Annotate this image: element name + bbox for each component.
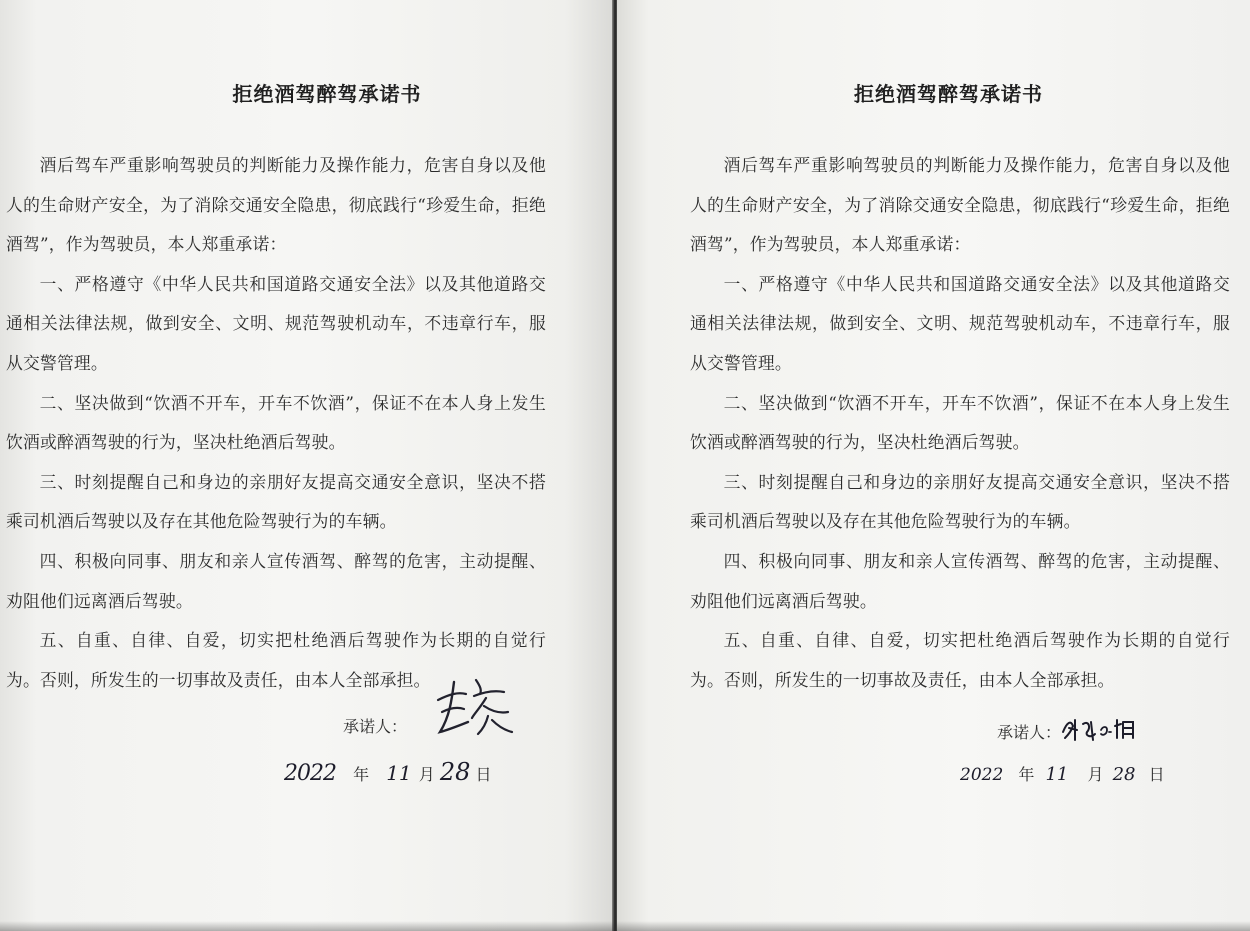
pledge-item-2: 二、坚决做到“饮酒不开车，开车不饮酒”，保证不在本人身上发生饮酒或醉酒驾驶的行为，坚决杜绝酒后驾驶。 — [6, 392, 546, 453]
pledge-item-3: 三、时刻提醒自己和身边的亲朋好友提高交通安全意识，坚决不搭乘司机酒后驾驶以及存在其他危险驾驶行为的车辆。 — [690, 471, 1230, 532]
pledge-item-3: 三、时刻提醒自己和身边的亲朋好友提高交通安全意识，坚决不搭乘司机酒后驾驶以及存在其他危险驾驶行为的车辆。 — [6, 471, 546, 532]
signature-row — [997, 720, 1061, 743]
photo-bottom-edge — [0, 921, 1250, 931]
pledge-item-5: 五、自重、自律、自爱，切实把杜绝酒后驾驶作为长期的自觉行为。否则，所发生的一切事故及责任，由本人全部承担。 — [6, 630, 546, 690]
pledge-item-5: 五、自重、自律、自爱，切实把杜绝酒后驾驶作为长期的自觉行为。否则，所发生的一切事故及责任，由本人全部承担。 — [690, 630, 1230, 690]
signature-label: 承诺人： — [997, 723, 1062, 742]
pledge-item-1: 一、严格遵守《中华人民共和国道路交通安全法》以及其他道路交通相关法律法规，做到安全、文明、规范驾驶机动车，不违章行车，服从交警管理。 — [6, 273, 546, 373]
date-row — [960, 762, 1165, 785]
date-day: 28 — [1112, 764, 1136, 785]
date-month-unit: 月 — [1087, 765, 1104, 784]
pledge-item-1: 一、严格遵守《中华人民共和国道路交通安全法》以及其他道路交通相关法律法规，做到安全、文明、规范驾驶机动车，不违章行车，服从交警管理。 — [690, 273, 1230, 373]
pledge-body — [690, 146, 1230, 700]
pledge-item-2: 二、坚决做到“饮酒不开车，开车不饮酒”，保证不在本人身上发生饮酒或醉酒驾驶的行为，坚决杜绝酒后驾驶。 — [690, 392, 1230, 453]
page-title: 拒绝酒驾醉驾承诺书 — [232, 82, 422, 106]
date-month-unit: 月 — [418, 765, 435, 784]
date-day-unit: 日 — [475, 765, 492, 784]
intro-paragraph: 酒后驾车严重影响驾驶员的判断能力及操作能力，危害自身以及他人的生命财产安全，为了消除交通安全隐患，彻底践行“珍爱生命，拒绝酒驾”，作为驾驶员，本人郑重承诺： — [690, 155, 1230, 255]
date-year-unit: 年 — [353, 765, 370, 784]
pledge-body — [6, 146, 546, 700]
date-year: 2022 — [960, 765, 1004, 785]
handwritten-signature — [428, 672, 518, 742]
signature-row — [343, 714, 407, 737]
date-day: 28 — [439, 758, 471, 786]
intro-paragraph: 酒后驾车严重影响驾驶员的判断能力及操作能力，危害自身以及他人的生命财产安全，为了消除交通安全隐患，彻底践行“珍爱生命，拒绝酒驾”，作为驾驶员，本人郑重承诺： — [6, 155, 546, 255]
date-row — [284, 758, 492, 786]
date-year: 2022 — [284, 761, 336, 786]
date-month: 11 — [386, 761, 412, 785]
pledge-item-4: 四、积极向同事、朋友和亲人宣传酒驾、醉驾的危害，主动提醒、劝阻他们远离酒后驾驶。 — [690, 550, 1230, 611]
left-pledge-page — [0, 0, 614, 931]
date-month: 11 — [1045, 764, 1069, 785]
handwritten-signature — [1061, 714, 1141, 744]
right-pledge-page — [617, 0, 1250, 931]
signature-label: 承诺人： — [343, 717, 408, 736]
page-title: 拒绝酒驾醉驾承诺书 — [854, 82, 1043, 106]
date-year-unit: 年 — [1018, 765, 1035, 784]
pledge-item-4: 四、积极向同事、朋友和亲人宣传酒驾、醉驾的危害，主动提醒、劝阻他们远离酒后驾驶。 — [6, 550, 546, 611]
date-day-unit: 日 — [1148, 765, 1165, 784]
